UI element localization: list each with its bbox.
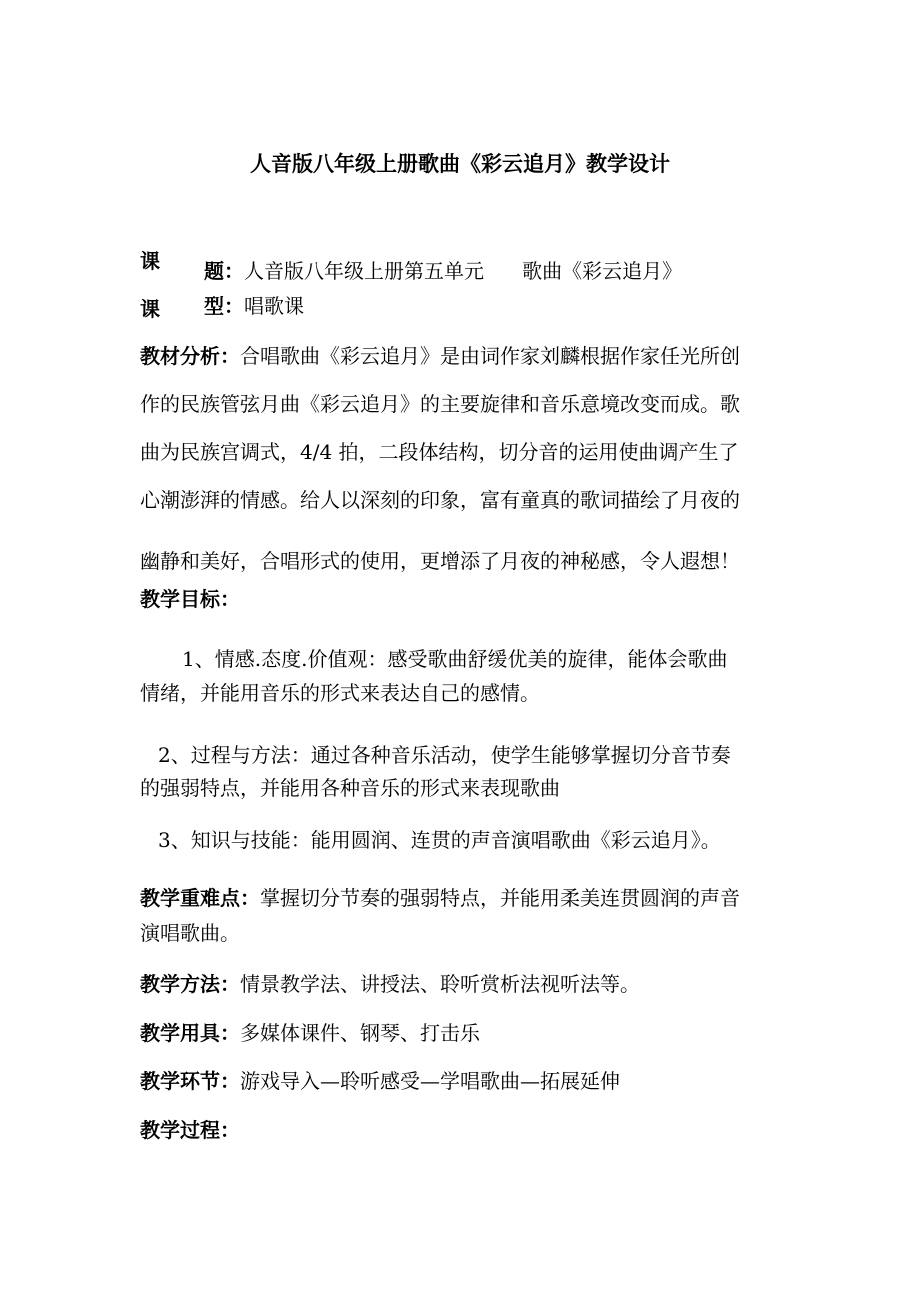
analysis-line-2: 作的民族管弦月曲《彩云追月》的主要旋律和音乐意境改变而成。歌: [140, 392, 740, 416]
goal-1-line-1: 1、情感.态度.价值观：感受歌曲舒缓优美的旋律，能体会歌曲: [182, 647, 728, 671]
tools-line: [140, 1020, 480, 1046]
analysis-line-5: 幽静和美好，合唱形式的使用，更增添了月夜的神秘感，令人遐想！: [140, 549, 740, 573]
key-points-line-1: [140, 885, 740, 911]
stages-line: [140, 1068, 620, 1094]
tools-value: 多媒体课件、钢琴、打击乐: [240, 1021, 480, 1045]
lesson-topic-label-b: 题：: [204, 259, 244, 283]
analysis-label: 教材分析：: [140, 344, 240, 368]
methods-label: 教学方法：: [140, 972, 240, 996]
key-points-label: 教学重难点：: [140, 886, 260, 910]
analysis-line-1: [140, 343, 740, 369]
goal-1-line-2: 情绪，并能用音乐的形式来表达自己的感情。: [140, 681, 540, 705]
analysis-line-4: 心潮澎湃的情感。给人以深刻的印象，富有童真的歌词描绘了月夜的: [140, 488, 740, 512]
stages-label: 教学环节：: [140, 1069, 240, 1093]
lesson-topic-value: 人音版八年级上册第五单元 歌曲《彩云追月》: [244, 259, 683, 283]
stages-value: 游戏导入—聆听感受—学唱歌曲—拓展延伸: [240, 1069, 620, 1093]
process-label: 教学过程：: [140, 1118, 240, 1142]
tools-label: 教学用具：: [140, 1021, 240, 1045]
lesson-type-label-b: 型：: [204, 294, 244, 318]
lesson-type-row: [204, 293, 304, 319]
analysis-text-1: 合唱歌曲《彩云追月》是由词作家刘麟根据作家任光所创: [240, 344, 740, 368]
key-points-text-1: 掌握切分节奏的强弱特点，并能用柔美连贯圆润的声音: [260, 886, 740, 910]
document-title: 人音版八年级上册歌曲《彩云追月》教学设计: [250, 151, 670, 176]
lesson-topic-label-a: 课: [140, 249, 160, 273]
key-points-line-2: 演唱歌曲。: [140, 921, 240, 945]
goals-label: 教学目标：: [140, 587, 240, 611]
lesson-type-label-a: 课: [140, 297, 160, 321]
methods-line: [140, 971, 640, 997]
goal-2-line-2: 的强弱特点，并能用各种音乐的形式来表现歌曲: [140, 776, 560, 800]
lesson-topic-row: [204, 258, 682, 284]
goal-3-line-1: 3、知识与技能：能用圆润、连贯的声音演唱歌曲《彩云追月》。: [158, 828, 721, 852]
methods-value: 情景教学法、讲授法、聆听赏析法视听法等。: [240, 972, 640, 996]
analysis-line-3: 曲为民族宫调式，4/4 拍，二段体结构，切分音的运用使曲调产生了: [140, 440, 739, 464]
goal-2-line-1: 2、过程与方法：通过各种音乐活动，使学生能够掌握切分音节奏: [158, 743, 731, 767]
lesson-type-value: 唱歌课: [244, 294, 304, 318]
